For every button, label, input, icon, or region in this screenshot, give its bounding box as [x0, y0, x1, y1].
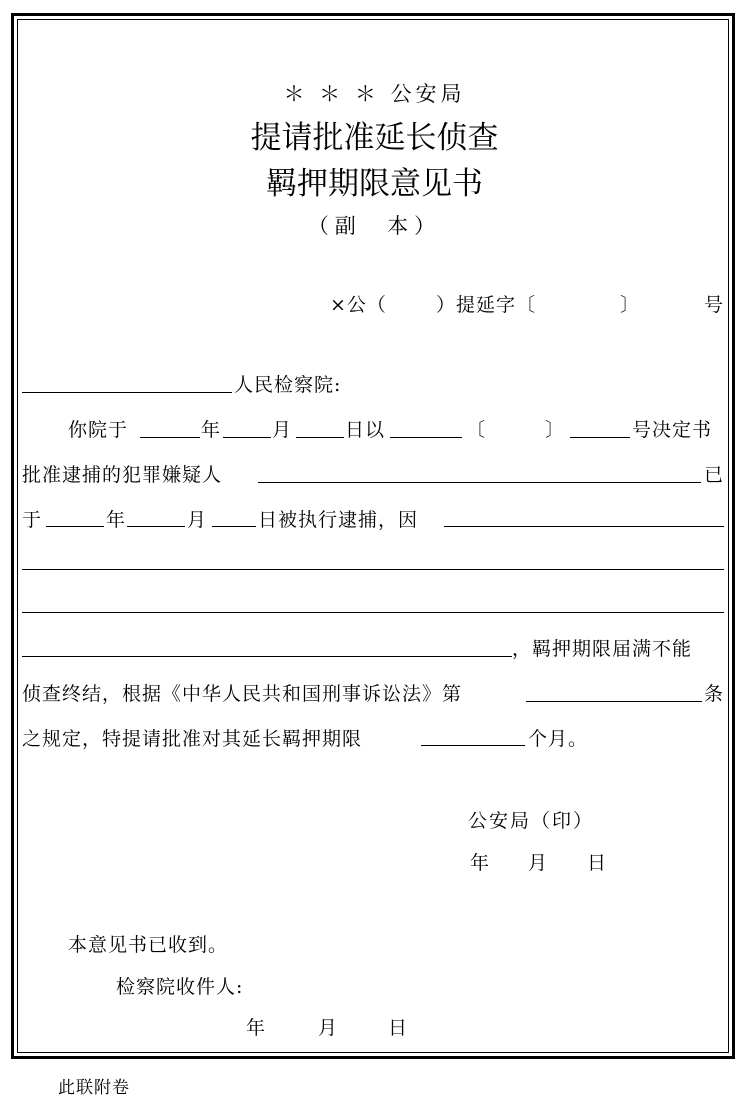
- doc-number-close: 〕: [620, 294, 641, 316]
- addressee-suffix: 人民检察院:: [234, 374, 342, 396]
- para3-start: 于: [22, 509, 43, 531]
- document-title-line2: 羁押期限意见书: [266, 166, 483, 202]
- para7-end: 条: [704, 683, 725, 705]
- para8-start: 之规定，特提请批准对其延长羁押期限: [22, 728, 363, 750]
- addressee-blank: [22, 392, 232, 393]
- signature-day: 日: [587, 852, 609, 874]
- blank-day-2: [212, 526, 256, 527]
- seal-label: 公安局（印）: [468, 810, 595, 832]
- document-title-line1: 提请批准延长侦查: [250, 120, 499, 156]
- archive-note: 此联附卷: [58, 1078, 130, 1098]
- blank-month-2: [127, 526, 185, 527]
- blank-year-1: [140, 437, 200, 438]
- para1-month: 月: [272, 419, 293, 441]
- para1-year: 年: [201, 419, 222, 441]
- receipt-month: 月: [318, 1017, 340, 1039]
- signature-month: 月: [528, 852, 550, 874]
- para3-end: 日被执行逮捕，因: [258, 509, 419, 531]
- para1-bracket-close: 〕: [545, 419, 566, 441]
- doc-number-prefix: ×公（: [330, 294, 387, 316]
- para7-start: 侦查终结，根据《中华人民共和国刑事诉讼法》第: [22, 683, 463, 705]
- para8-end: 个月。: [528, 728, 589, 750]
- blank-reason-2: [22, 569, 724, 570]
- doc-number-suffix: 号: [704, 294, 725, 316]
- signature-year: 年: [470, 852, 492, 874]
- para6-end: ，羁押期限届满不能: [512, 638, 693, 660]
- receipt-day: 日: [388, 1017, 410, 1039]
- blank-month-1: [223, 437, 271, 438]
- blank-article: [526, 701, 702, 702]
- para2-end: 已: [704, 464, 725, 486]
- blank-day-1: [296, 437, 344, 438]
- receipt-year: 年: [246, 1017, 268, 1039]
- blank-number-1: [570, 437, 630, 438]
- blank-year-2: [46, 526, 104, 527]
- blank-reason-4: [22, 656, 512, 657]
- receipt-text: 本意见书已收到。: [68, 934, 229, 956]
- blank-agency-1: [390, 437, 462, 438]
- agency-name: ＊ ＊ ＊ 公安局: [283, 82, 466, 106]
- para1-start: 你院于: [68, 419, 129, 441]
- para1-day: 日以: [345, 419, 386, 441]
- blank-suspect: [258, 482, 701, 483]
- para2-start: 批准逮捕的犯罪嫌疑人: [22, 464, 223, 486]
- copy-label: （副 本）: [307, 214, 442, 238]
- para1-bracket: 〔: [466, 419, 487, 441]
- blank-reason-3: [22, 612, 724, 613]
- para3-month: 月: [187, 509, 208, 531]
- para3-year: 年: [106, 509, 127, 531]
- doc-number-mid: ）提延字〔: [436, 294, 537, 316]
- receiver-label: 检察院收件人:: [116, 976, 244, 998]
- blank-reason-1: [444, 526, 724, 527]
- para1-end: 号决定书: [632, 419, 713, 441]
- blank-months: [421, 745, 525, 746]
